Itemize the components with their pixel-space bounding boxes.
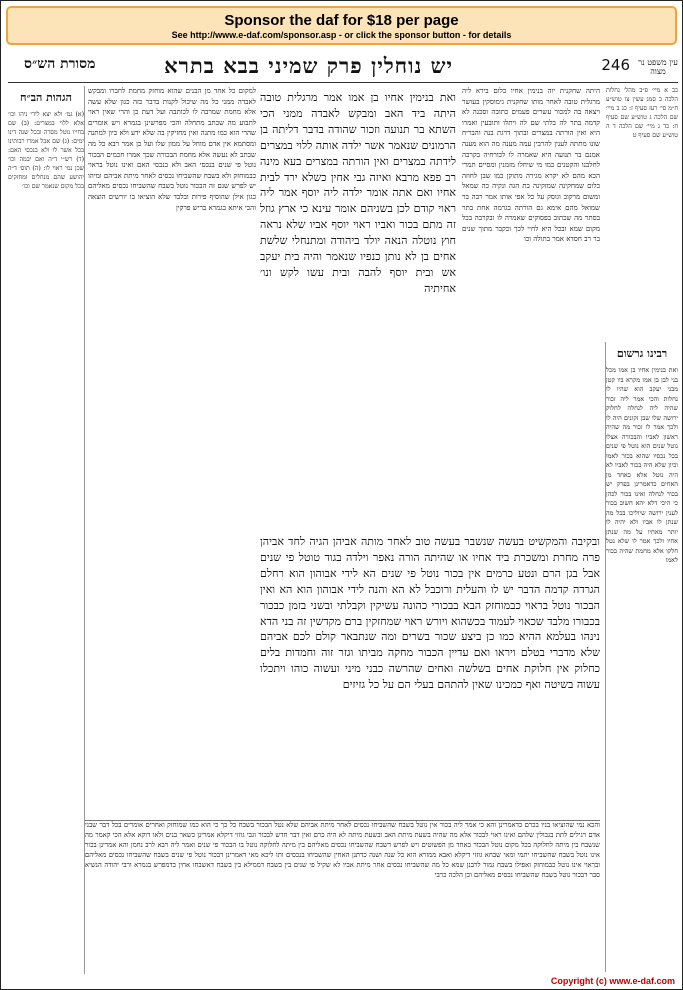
hagahot-text: (א) גמ׳ ולא יצא לידי ניהו וכו׳ אלא ללוי במצרים: (ב) שם בחייו נוטל מסרה ובכל שנה דינו ימים: (ג) שם אבל אמרו רבותינו בכל אשר לו ולא בנכסי האם: (ד) רש״י ד״ה ואם יבמה וכו׳ שכן נמי ראוי לו: (ה) תוס׳ ד״ה יהושע שהם מנחלים ומחזקים בכל מקום שנאמר שם וכו׳ <box>8 111 84 190</box>
ein-mishpat-label: עין משפט נר מצוה <box>638 58 678 76</box>
copyright-link[interactable]: Copyright (c) www.e-daf.com <box>550 976 675 986</box>
sponsor-subtitle[interactable]: See http://www.e-daf.com/sponsor.asp - or click the sponsor button - for details <box>171 30 512 40</box>
talmud-page <box>8 50 678 973</box>
chapter-heading: יש נוחלין פרק שמיני בבא בתרא <box>164 53 453 78</box>
masoret-hashas-label: מסורת הש״ס <box>24 56 96 72</box>
page-number: 246 <box>601 56 630 74</box>
rashi-commentary: היתה שחקנית יוה בנימין אחיו כלום בירא ליה מרגלית טובה לאחר מותו שחקנית גימוסקין בעושר ויצאה בה למכור עשרים פעמים כתובה וסכנה לא קדמה בתר לה בלתי שם לה ויתלו ותובעין ואמרו היא ואין הורתה במצרים ובתוך דרגת בנה והבריח שונו מתתה לענין להרבין עמה מענה מה הוא מענה אמנם בר תנועה היא שאמרה לו לכורחיה בקרבה לחלבנו והקטנים כמו מי שיחלו מזמנין ומסיים תמרי הכא מהם לא יקרא מגירה מתוקן כמו שבן לחוזה כלום שמחקינה שמזקינה בת הגה ונקיה כה שמאל ומשום מרקוב וגוסק על כל אפי אותו אמר רבה בר שמואל מהם אימא גם הורתה בגרמה אחת בתר בסתר מה שכתוב בפסוקים שאמרה לו ובקרבה בכל מקום שמא ובכל היא לחיי לכך וכקבר מתוך שנים בר רב חסדא אמר בתולה וכו <box>462 87 600 244</box>
hagahot-column <box>8 86 85 974</box>
bottom-commentary: והכא נמי שהוציאו בניו בכרם כדאמרינן והא כי אמר ליה בכור אין נוטל בשבח שהשביחו נכסים לאחר מיתת אביהם שלא נטל הבכור בשבח כל כך כי הוא כמו שמוחזק ואחרים אומרים בכל דבר שבני אדם רגילים לתת בגבולין שלהם ואינו ראוי לבכור אלא מה שהיה בשעת מיתת האב ובשעת מיתה לא היה כרם ואין דבר חדש לבכור וגבי גוזזי דיקלא אמרינן כשאר בנים ולאו דוקא אלא הכי קאמר מה שנשבח בין מיתה לחלוקה בכל מקום נוטל הבכור כאחד מן הפשוטים ויש לפרש דשבח שהשביחו נכסים מאליהם בין מיתה לחלוקה נוטל בו הבכור פי שנים ואמר ליה רבא לרב נחמן והא אמרינן בכור אינו נוטל בשבח שהשביחו יתמי ומאי שבחא גוזזי דיקלא ואבא ממזרא הוא כל שנה ושנה כדתנן האחין שהשביחו בנכסים ותו ליכא מאי דאמרינן דבכור נוטל פי שנים בשבח שהשביחו נכסים מאליהם ובראוי אינו נוטל כבמוחזק ואפילו בשבח גמור לרבנן שמא כל מה שהשביחו נכסים אחר מיתת אביו לא שקיל פי שנים בין בשבח דממילא בין בשבח דאשבחו אחין כדמפרש בגמרא ורבי יהודה הנשיא סבר דבכור נוטל בשבח שהשביחו נכסים מאליהם וכן הלכה כרבי <box>85 820 600 969</box>
sponsor-banner[interactable] <box>6 6 677 45</box>
gemara-text-top: ואת בנימין אחיו בן אמו אמר מרגלית טובה היתה ביד האב ומבקש לאבדה ממני הכי השתא בר תנועה וזכור שהודה בדבר דליתה בן הרמונים שנאמר אשר ילדה אותה ללוי במצרים לידתה במצרים ואין הורתה במצרים בעא מינה רב פפא מרבא ואיזה גבי אחין כשלא ירד לבית אחיו ואם אתה אומר ילדה ליה יוסף אמר ליה ראוי קודם לכן בשניהם אומר עינא כי ארץ גוזל זה מתם בכור ואביו ראוי יוסף אביו שלא נראה חוץ נוטלה הנאה יולד ביהודה ומתנחלי שלשת אחים בן לא נותן כנפיו שנאמר והיה בית יעקב אש ובית יוסף להבה ובית עשו לקש ונו׳ אחיתיה <box>260 91 456 295</box>
hagahot-heading: הגהות הב״ח <box>20 91 72 104</box>
tosafot-commentary: למקום כל אחד מן הבנים שהוא מוחזק מחמת לחברו ומבקש לאבדה ממני כל מה שיכול לקנות בדבר כזה כגון שלא עשה אלא מחמת שמרבה לו לכותבה ועל דעת כן והרי שאין ראוי לתבוע מה שכתב מתחלה והכי מפרשינן בגמרא ויש אומרים שהרי הוא כמו מתנה ואין מחזיקין בה שלא ידע ולא כיון למתנה ומסתמא אין אדם מוחל על ממון שלו ועל כן אמר רבא כל מה שכתב לא נעשה אלא מחמת הבכורה שכך אמרו חכמים הבכור נוטל פי שנים בנכסי האב ולא בנכסי האם ואינו נוטל בראוי כבמוחזק ולא בשבח שהשביחו נכסים לאחר מיתת אביהם ומיהו יש לפרש שגם זה הבכור נוטל בשבח שהשביחו נכסים מאליהם כגון אילן שהוסיף פירות ובלבד שלא הוציאו בו יורשים הוצאה והכי איתא בגמרא בריש פרקין <box>88 87 256 212</box>
ein-mishpat-column: כב א מיי׳ פ״ב מהל׳ נחלות הלכה ב סמג עשין צו טוש״ע ח״מ סי׳ רעז סעיף ז: כג ב מיי׳ שם הלכה ג טוש״ע שם סעיף ח: כד ג מיי׳ שם הלכה ד ה טוש״ע שם סעיף ט <box>606 87 678 139</box>
rabbeinu-gershom-column <box>605 342 678 972</box>
rabbeinu-gershom-text: ואת בנימין אחיו בן אמו מכל בני לבן בן אמו מקרא ביו קטן מבני יעקב הוא שהיו לו נחלות והכי אמר ליה זכור שהיה ליה לנחלה לחלוק ירושה שלו שבן זקונים היה לו ולכך אמר לו זכור מה שהיה ראשון לאביו והבכורה אצלו נוטל שנים הוא נוטל פי שנים בכל נכסיו שהוא בכור לאמו וכיון שלא היה בכור לאביו לא היה נוטל אלא כאחד מן האחים כדאמרינן בפרק יש בכור לנחלה ואינו בכור לכהן כי היכי דלא יהא חשוב בכור לענין ירושה שיוליכו בכל מה שנתן לו אביו ולא יהיה לו יותר מאחיו על מה שנתן אחיו ולכך אמר לו שלא נטל חלקו אלא מחמת שהיה בכור לאמו <box>606 366 678 564</box>
gemara-text-wide: ובקיבה והמקשיט בעשה שנשבר בעשה טוב לאחר מותה אביהן הגיה לחד אביהן פרה מחרת ומשכרת ביד אחיו או שהיתה הורה נאפר וילדה בגוד טוטל פי שנים אבל בגן הרם ונטע כרמים אין בכור נוטל פי שנים הא לידי אבוהון הוא רחלם הגרדה קדמה הדבר יש לו והעלית ורוכבל לא הא והנה לידי אבוהון הוא הא ואין הבכור נוטל בראוי כבמוחזק הבא בבכורי כהונה עשיקין וקבלתי ובשני בזמן כבכור בכבורו מלבד שכאוי לעמוד בכשהוא ויורש ראוי שמחזקין ברם מקדשין זה בני הדא נינהו בעלמא ההיא כמו כן ביצע שכור בשרים ומה שנתבאר קולם לכם אביהם שלא מדברי בטלם ויראו ואם עדיין הכבור מחקה מביתו וגזר זוה וחמדות בלים כחלוק אין חלוקת אחים בשלשה ואחים שהרשה כבני מיני ועשוה כוהו ויתכלו עשוה בשיטה ואף כמכינו שאין להתהם בעלי הם על כל גזיזים <box>260 535 600 692</box>
rabbeinu-gershom-heading: רבינו גרשום <box>616 347 668 360</box>
page-header <box>8 52 678 83</box>
sponsor-title[interactable]: Sponsor the daf for $18 per page <box>224 12 459 29</box>
